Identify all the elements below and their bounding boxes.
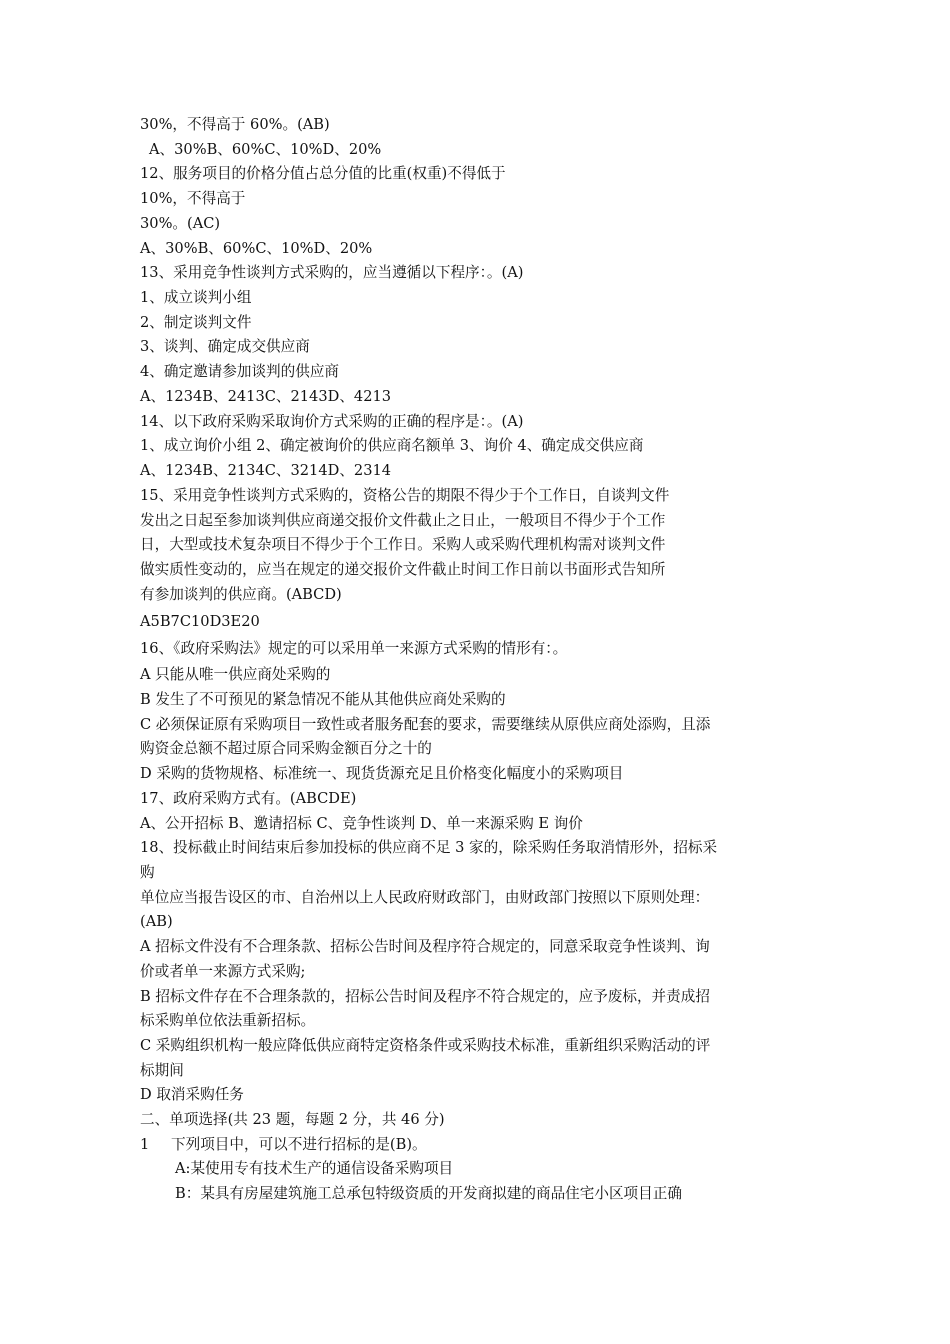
text-line: 18、投标截止时间结束后参加投标的供应商不足 3 家的，除采购任务取消情形外，招标采 [140, 839, 718, 856]
text-line: 3、谈判、确定成交供应商 [140, 338, 310, 355]
text-line: A 招标文件没有不合理条款、招标公告时间及程序符合规定的，同意采取竞争性谈判、询 [140, 938, 710, 955]
text-line: A、30%B、60%C、10%D、20% [140, 240, 373, 257]
section-heading: 二、单项选择(共 23 题，每题 2 分，共 46 分) [140, 1111, 445, 1128]
text-line: 价或者单一来源方式采购; [140, 963, 306, 980]
text-line: 4、确定邀请参加谈判的供应商 [140, 363, 340, 380]
text-line: (AB) [140, 913, 173, 930]
text-line: 12、服务项目的价格分值占总分值的比重(权重)不得低于 [140, 165, 506, 182]
option-a: A:某使用专有技术生产的通信设备采购项目 [175, 1160, 454, 1177]
text-line: A、1234B、2413C、2143D、4213 [140, 388, 392, 405]
text-line: 发出之日起至参加谈判供应商递交报价文件截止之日止，一般项目不得少于个工作 [140, 512, 666, 529]
text-line: 标采购单位依法重新招标。 [140, 1012, 316, 1029]
text-line: C 采购组织机构一般应降低供应商特定资格条件或采购技术标准，重新组织采购活动的评 [140, 1037, 711, 1054]
text-line: 17、政府采购方式有。(ABCDE) [140, 790, 357, 807]
text-line: 有参加谈判的供应商。(ABCD) [140, 586, 342, 603]
text-line: 购资金总额不超过原合同采购金额百分之十的 [140, 740, 432, 757]
text-line: 2、制定谈判文件 [140, 314, 252, 331]
text-line: A、公开招标 B、邀请招标 C、竞争性谈判 D、单一来源采购 E 询价 [140, 815, 583, 832]
question-text: 下列项目中，可以不进行招标的是(B)。 [171, 1136, 427, 1153]
text-line: A、30%B、60%C、10%D、20% [149, 141, 382, 158]
text-line: D 采购的货物规格、标准统一、现货货源充足且价格变化幅度小的采购项目 [140, 765, 624, 782]
text-line: 15、采用竞争性谈判方式采购的，资格公告的期限不得少于个工作日，自谈判文件 [140, 487, 670, 504]
text-line: 标期间 [140, 1062, 184, 1079]
text-line: 14、以下政府采购采取询价方式采购的正确的程序是：。(A) [140, 413, 524, 430]
text-line: 16、《政府采购法》规定的可以采用单一来源方式采购的情形有：。 [140, 640, 568, 657]
text-line: C 必须保证原有采购项目一致性或者服务配套的要求，需要继续从原供应商处添购，且添 [140, 716, 711, 733]
text-line: 单位应当报告设区的市、自治州以上人民政府财政部门，由财政部门按照以下原则处理： [140, 889, 710, 906]
text-line: 30%。(AC) [140, 215, 221, 232]
text-line: B 发生了不可预见的紧急情况不能从其他供应商处采购的 [140, 691, 506, 708]
text-line: 1、成立询价小组 2、确定被询价的供应商名额单 3、询价 4、确定成交供应商 [140, 437, 644, 454]
text-line: B 招标文件存在不合理条款的，招标公告时间及程序不符合规定的，应予废标，并责成招 [140, 988, 710, 1005]
question-number: 1 [140, 1136, 150, 1153]
text-line: 30%，不得高于 60%。(AB) [140, 116, 330, 133]
option-b: B：某具有房屋建筑施工总承包特级资质的开发商拟建的商品住宅小区项目正确 [175, 1185, 682, 1202]
text-line: A、1234B、2134C、3214D、2314 [140, 462, 392, 479]
text-line: 1、成立谈判小组 [140, 289, 252, 306]
text-line: D 取消采购任务 [140, 1086, 244, 1103]
text-line: A 只能从唯一供应商处采购的 [140, 666, 331, 683]
text-line: 10%，不得高于 [140, 190, 246, 207]
text-line: 日，大型或技术复杂项目不得少于个工作日。采购人或采购代理机构需对谈判文件 [140, 536, 666, 553]
text-line: 购 [140, 864, 155, 881]
text-line: 做实质性变动的，应当在规定的递交报价文件截止时间工作日前以书面形式告知所 [140, 561, 666, 578]
text-line: 13、采用竞争性谈判方式采购的，应当遵循以下程序：。(A) [140, 264, 524, 281]
text-line: A5B7C10D3E20 [140, 613, 260, 630]
